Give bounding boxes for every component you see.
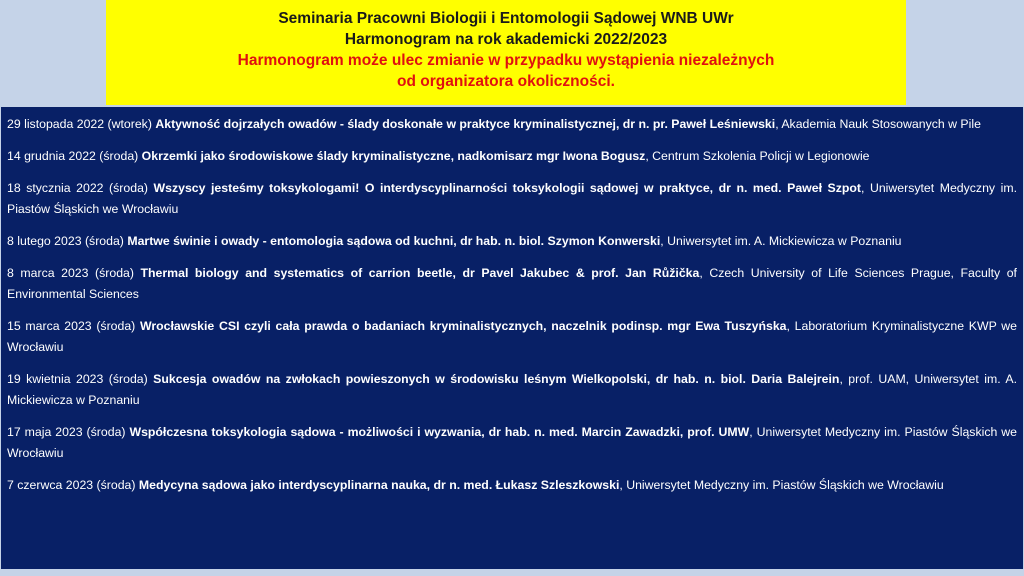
entry-affiliation: , Uniwersytet Medyczny im. Piastów Śląskich we Wrocławiu xyxy=(619,478,944,492)
entry-title: Martwe świnie i owady - entomologia sądowa od kuchni, dr hab. n. biol. Szymon Konwerski xyxy=(127,234,661,248)
entry-title: Thermal biology and systematics of carrion beetle, dr Pavel Jakubec & prof. Jan Růžička xyxy=(140,266,700,280)
entry-affiliation: , Akademia Nauk Stosowanych w Pile xyxy=(775,117,981,131)
entry-affiliation: , Uniwersytet Medyczny im. Piastów Śląskich we Wrocławiu xyxy=(7,181,1017,216)
entry-title: Okrzemki jako środowiskowe ślady kryminalistyczne, nadkomisarz mgr Iwona Bogusz xyxy=(141,149,646,163)
entry-affiliation: , Uniwersytet im. A. Mickiewicza w Poznaniu xyxy=(660,234,902,248)
entry-date: 8 marca 2023 (środa) xyxy=(7,266,141,280)
entry-title: Sukcesja owadów na zwłokach powieszonych w środowisku leśnym Wielkopolski, dr hab. n. biol. Daria Balejrein xyxy=(153,372,840,386)
entry-affiliation: , Centrum Szkolenia Policji w Legionowie xyxy=(645,149,870,163)
entry-title: Wrocławskie CSI czyli cała prawda o badaniach kryminalistycznych, naczelnik podinsp. mgr Ewa Tuszyńska xyxy=(140,319,787,333)
disclaimer-line-1: Harmonogram może ulec zmianie w przypadku wystąpienia niezależnych xyxy=(237,52,775,69)
entry-affiliation: , Czech University of Life Sciences Prague, Faculty of Environmental Sciences xyxy=(7,266,1017,301)
entry-affiliation: , Uniwersytet Medyczny im. Piastów Śląskich we Wrocławiu xyxy=(7,425,1017,460)
schedule-entry xyxy=(7,475,1017,496)
schedule-entry xyxy=(7,114,1017,135)
schedule-subtitle: Harmonogram na rok akademicki 2022/2023 xyxy=(344,31,668,48)
schedule-entry xyxy=(7,316,1017,358)
title-banner xyxy=(106,0,906,105)
entry-title: Medycyna sądowa jako interdyscyplinarna nauka, dr n. med. Łukasz Szleszkowski xyxy=(138,478,620,492)
entry-title: Wszyscy jesteśmy toksykologami! O interdyscyplinarności toksykologii sądowej w praktyce, dr n. med. Paweł Szpot xyxy=(153,181,861,195)
schedule-entry xyxy=(7,146,1017,167)
schedule-entry xyxy=(7,231,1017,252)
entry-date: 17 maja 2023 (środa) xyxy=(7,425,130,439)
entry-date: 29 listopada 2022 (wtorek) xyxy=(7,117,156,131)
entry-date: 7 czerwca 2023 (środa) xyxy=(7,478,139,492)
schedule-entry xyxy=(7,263,1017,305)
seminar-title: Seminaria Pracowni Biologii i Entomologii Sądowej WNB UWr xyxy=(278,10,734,27)
entry-affiliation: , prof. UAM, Uniwersytet im. A. Mickiewicza w Poznaniu xyxy=(7,372,1017,407)
entry-date: 8 lutego 2023 (środa) xyxy=(7,234,128,248)
disclaimer-line-2: od organizatora okoliczności. xyxy=(397,73,615,90)
schedule-entry xyxy=(7,369,1017,411)
entry-title: Aktywność dojrzałych owadów - ślady doskonałe w praktyce kryminalistycznej, dr n. pr. Paweł Leśniewski xyxy=(155,117,776,131)
entry-date: 18 stycznia 2022 (środa) xyxy=(7,181,154,195)
schedule-entry xyxy=(7,178,1017,220)
schedule-entry xyxy=(7,422,1017,464)
entry-date: 15 marca 2023 (środa) xyxy=(7,319,140,333)
entry-title: Współczesna toksykologia sądowa - możliwości i wyzwania, dr hab. n. med. Marcin Zawadzki, prof. UMW xyxy=(129,425,750,439)
entry-date: 14 grudnia 2022 (środa) xyxy=(7,149,142,163)
schedule-panel xyxy=(1,107,1023,569)
entry-affiliation: , Laboratorium Kryminalistyczne KWP we Wrocławiu xyxy=(7,319,1017,354)
entry-date: 19 kwietnia 2023 (środa) xyxy=(7,372,154,386)
